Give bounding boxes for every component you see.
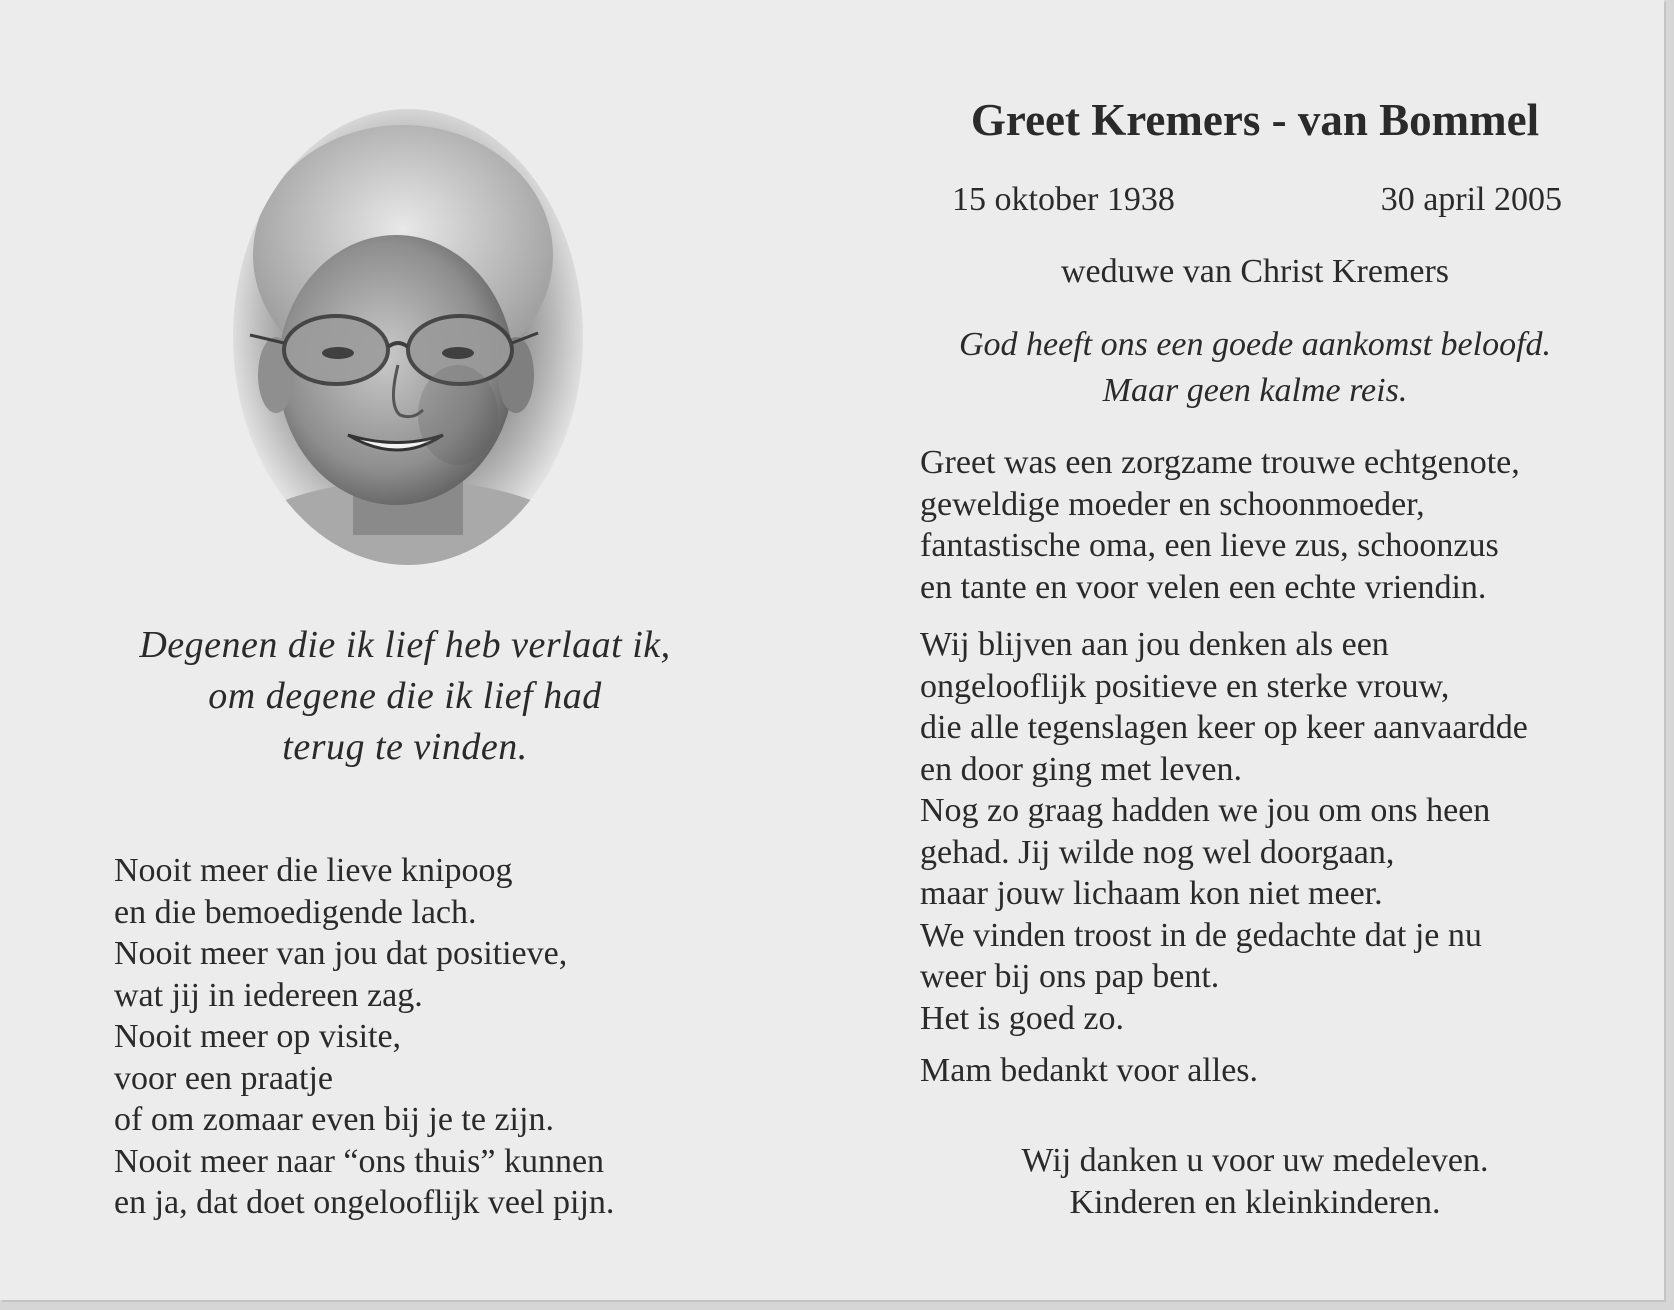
birth-date: 15 oktober 1938 (952, 181, 1175, 218)
deceased-name: Greet Kremers - van Bommel (970, 95, 1540, 145)
right-panel (880, 0, 1664, 1300)
poem-line: Nooit meer naar “ons thuis” kunnen (114, 1142, 605, 1180)
paragraph-line: weer bij ons pap bent. (920, 958, 1220, 995)
verse-line: Degenen die ik lief heb verlaat ik, (139, 624, 671, 666)
death-date: 30 april 2005 (1380, 181, 1562, 218)
verse-line: terug te vinden. (282, 726, 528, 768)
paragraph-line: Mam bedankt voor alles. (920, 1052, 1259, 1089)
thanks-note (880, 1140, 1630, 1224)
poem-line: en ja, dat doet ongelooflijk veel pijn. (114, 1184, 615, 1221)
paragraph-line: die alle tegenslagen keer op keer aanvaardde (920, 709, 1528, 746)
paragraph-line: en tante en voor velen een echte vriendin. (920, 568, 1487, 606)
paragraph-line: en door ging met leven. (920, 750, 1242, 788)
poem-line: Nooit meer die lieve knipoog (114, 852, 513, 889)
paragraph-line: maar jouw lichaam kon niet meer. (920, 875, 1383, 912)
poem (114, 850, 614, 1224)
paragraph-line: Nog zo graag hadden we jou om ons heen (920, 792, 1491, 829)
paragraph-line: geweldige moeder en schoonmoeder, (920, 485, 1425, 523)
quote-line: Maar geen kalme reis. (1102, 372, 1408, 409)
tribute-paragraph-3 (920, 1050, 1258, 1092)
verse-line: om degene die ik lief had (208, 675, 602, 717)
tribute-paragraph-1 (920, 442, 1520, 608)
paragraph-line: fantastische oma, een lieve zus, schoonzus (920, 527, 1499, 564)
quote-line: God heeft ons een goede aankomst beloofd. (958, 326, 1552, 363)
religious-quote (880, 322, 1630, 414)
poem-line: of om zomaar even bij je te zijn. (114, 1101, 554, 1138)
paragraph-line: Wij blijven aan jou denken als een (920, 626, 1389, 663)
poem-line: en die bemoedigende lach. (114, 893, 477, 931)
verse-quote (80, 620, 730, 773)
paragraph-line: Het is goed zo. (920, 999, 1124, 1037)
poem-line: wat jij in iedereen zag. (114, 976, 423, 1014)
thanks-line: Kinderen en kleinkinderen. (1069, 1184, 1441, 1221)
thanks-line: Wij danken u voor uw medeleven. (1021, 1142, 1489, 1179)
poem-line: Nooit meer op visite, (114, 1018, 402, 1055)
poem-line: Nooit meer van jou dat positieve, (114, 935, 568, 972)
tribute-paragraph-2 (920, 624, 1528, 1039)
paragraph-line: ongelooflijk positieve en sterke vrouw, (920, 667, 1450, 705)
widow-of: weduwe van Christ Kremers (1060, 253, 1450, 290)
left-panel (0, 0, 820, 1300)
paragraph-line: Greet was een zorgzame trouwe echtgenote, (920, 444, 1520, 481)
poem-line: voor een praatje (114, 1059, 333, 1097)
portrait-photo (228, 105, 588, 570)
paragraph-line: We vinden troost in de gedachte dat je nu (920, 916, 1482, 954)
paragraph-line: gehad. Jij wilde nog wel doorgaan, (920, 833, 1395, 871)
